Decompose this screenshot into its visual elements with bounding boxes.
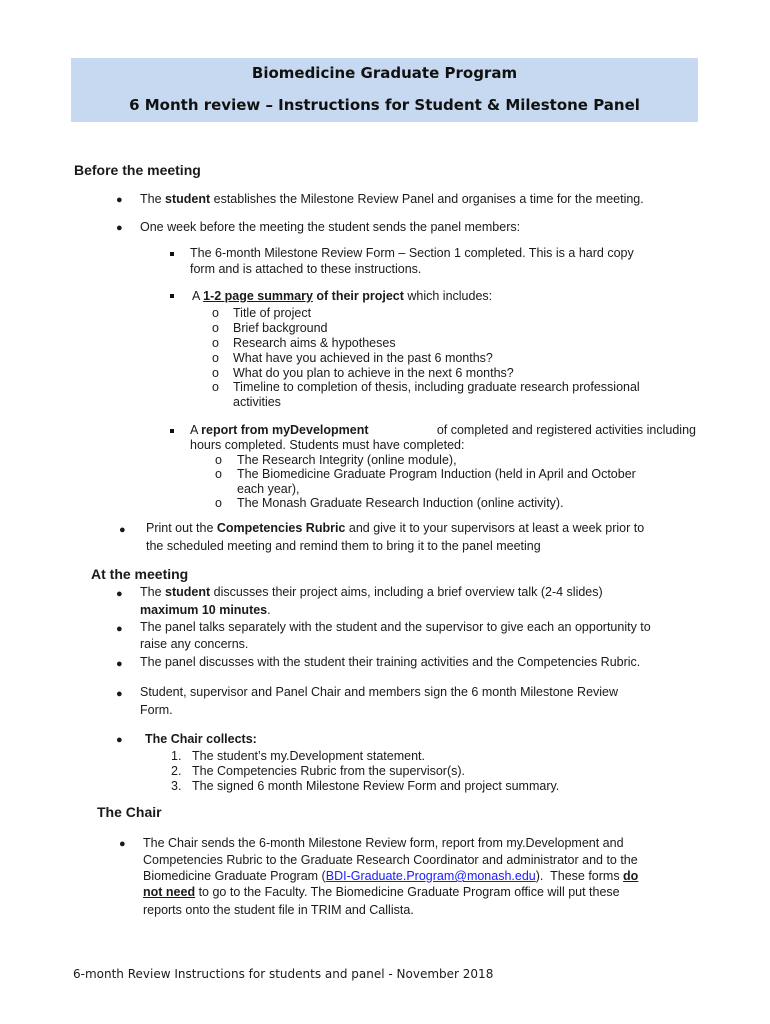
collect-item: The Competencies Rubric from the supervisor(s). (192, 764, 466, 778)
completed-item: The Research Integrity (online module), (237, 453, 457, 467)
number-marker: 2. (171, 764, 182, 778)
square-bullet-icon (170, 429, 174, 433)
bullet-marker: ● (116, 222, 123, 234)
number-marker: 1. (171, 749, 182, 763)
subitem-report-line2: hours completed. Students must have completed: (190, 438, 465, 452)
section-heading-before: Before the meeting (74, 162, 201, 178)
summary-item: What do you plan to achieve in the next 6 months? (233, 366, 514, 380)
chair-text-line2: Competencies Rubric to the Graduate Research Coordinator and administrator and to the (143, 853, 638, 867)
chair-collects-heading: The Chair collects: (145, 732, 257, 746)
summary-item: Brief background (233, 321, 328, 335)
completed-item: The Biomedicine Graduate Program Induction (held in April and October (237, 467, 636, 481)
at-item-3: The panel discusses with the student their training activities and the Competencies Rubric. (140, 655, 641, 669)
document-title: Biomedicine Graduate Program (251, 64, 518, 82)
before-item-3-line2: the scheduled meeting and remind them to bring it to the panel meeting (146, 539, 541, 553)
document-subtitle: 6 Month review – Instructions for Student & Milestone Panel (129, 96, 640, 114)
summary-item: Title of project (233, 306, 312, 320)
subitem-report-line1: A report from myDevelopment of completed and registered activities including (190, 423, 696, 437)
email-link[interactable]: BDI-Graduate.Program@monash.edu (325, 869, 536, 883)
before-item-3-line1: Print out the Competencies Rubric and give it to your supervisors at least a week prior to (146, 521, 645, 535)
completed-item-continuation: each year), (237, 482, 300, 496)
o-marker: o (212, 306, 219, 320)
o-marker: o (212, 380, 219, 394)
chair-text-line3: Biomedicine Graduate Program (BDI-Graduate.Program@monash.edu). These forms do (143, 869, 639, 883)
summary-item: Research aims & hypotheses (233, 336, 396, 350)
o-marker: o (215, 453, 222, 467)
at-item-2-line1: The panel talks separately with the student and the supervisor to give each an opportunity to (140, 620, 651, 634)
page-footer: 6-month Review Instructions for students and panel - November 2018 (73, 967, 494, 981)
summary-item-continuation: activities (233, 395, 281, 409)
bullet-marker: ● (116, 623, 123, 635)
o-marker: o (212, 366, 219, 380)
bullet-marker: ● (116, 658, 123, 670)
bullet-marker: ● (116, 588, 123, 600)
bullet-marker: ● (116, 734, 123, 746)
summary-item: What have you achieved in the past 6 months? (233, 351, 493, 365)
bullet-marker: ● (116, 194, 123, 206)
o-marker: o (212, 321, 219, 335)
at-item-4-line1: Student, supervisor and Panel Chair and members sign the 6 month Milestone Review (140, 685, 619, 699)
bullet-marker: ● (116, 688, 123, 700)
subitem-summary: A 1-2 page summary of their project which includes: (192, 289, 493, 303)
completed-item: The Monash Graduate Research Induction (online activity). (237, 496, 564, 510)
chair-text-line4: not need to go to the Faculty. The Biomedicine Graduate Program office will put these (143, 885, 620, 899)
at-item-1-line2: maximum 10 minutes. (140, 603, 271, 617)
collect-item: The student’s my.Development statement. (192, 749, 425, 763)
o-marker: o (215, 467, 222, 481)
o-marker: o (212, 336, 219, 350)
square-bullet-icon (170, 252, 174, 256)
bullet-marker: ● (119, 838, 126, 850)
before-item-2: One week before the meeting the student sends the panel members: (140, 220, 521, 234)
chair-text-line1: The Chair sends the 6-month Milestone Review form, report from my.Development and (143, 836, 624, 850)
section-heading-chair: The Chair (97, 804, 162, 820)
summary-item: Timeline to completion of thesis, including graduate research professional (233, 380, 640, 394)
chair-text-line5: reports onto the student file in TRIM and Callista. (143, 903, 414, 917)
number-marker: 3. (171, 779, 182, 793)
at-item-2-line2: raise any concerns. (140, 637, 249, 651)
bullet-marker: ● (119, 524, 126, 536)
at-item-1-line1: The student discusses their project aims, including a brief overview talk (2-4 slides) (140, 585, 603, 599)
subitem-form-line2: form and is attached to these instructions. (190, 262, 422, 276)
square-bullet-icon (170, 294, 174, 298)
section-heading-at: At the meeting (91, 566, 189, 582)
title-banner (71, 58, 698, 122)
at-item-4-line2: Form. (140, 703, 173, 717)
subitem-form-line1: The 6-month Milestone Review Form – Section 1 completed. This is a hard copy (190, 246, 634, 260)
collect-item: The signed 6 month Milestone Review Form and project summary. (192, 779, 560, 793)
before-item-1: The student establishes the Milestone Review Panel and organises a time for the meeting. (140, 192, 644, 206)
o-marker: o (215, 496, 222, 510)
o-marker: o (212, 351, 219, 365)
